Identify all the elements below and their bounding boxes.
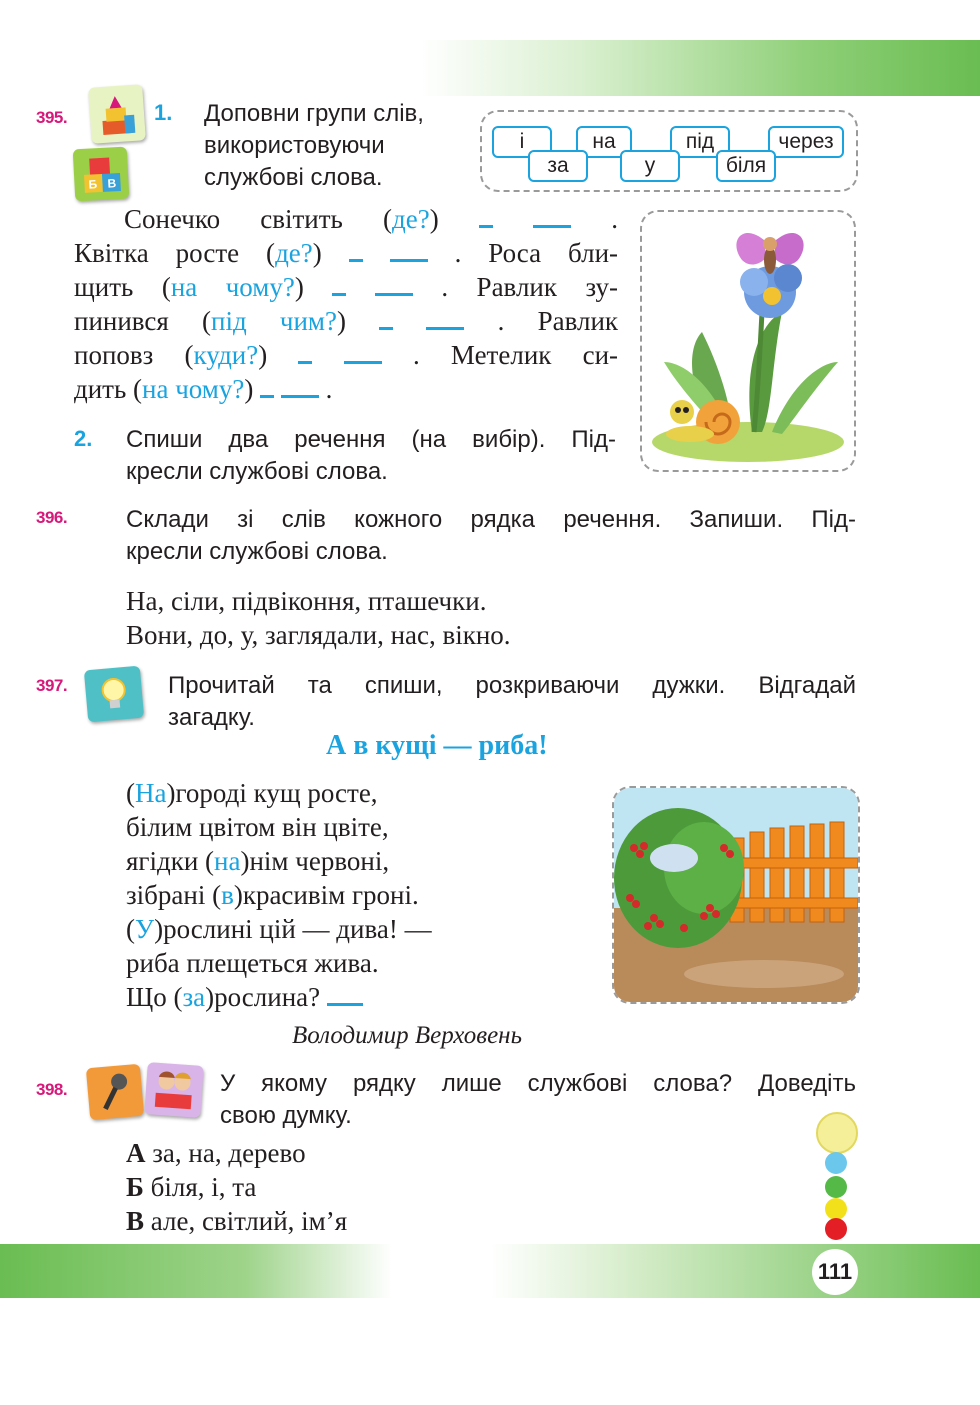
word-rows-396 [126,584,846,652]
svg-text:Б: Б [88,177,98,192]
poem-line: риба плещеться жива. [126,948,379,978]
word-chip: на [576,126,632,158]
text-line: щить (на чому?) . Равлик зу- [74,272,619,302]
part-number-1: 1. [154,100,173,125]
poem-title: А в кущі — риба! [326,730,548,761]
option-c: В але, світлий, ім’я [126,1206,348,1236]
word-row: Вони, до, у, заглядали, нас, вікно. [126,620,511,650]
task-line: свою думку. [220,1102,352,1129]
task-line: загадку. [168,704,255,731]
task-395-part1 [204,98,474,194]
exercise-number-398: 398. [36,1080,68,1099]
text-line: дить (на чому?) . [74,374,333,404]
text-line: Сонечко світить (де?) . [124,204,619,234]
caterpillar-icon [812,1112,862,1242]
text-line: пинився (під чим?) . Равлик [74,306,619,336]
microphone-icon [86,1064,144,1121]
task-line: використовуючи [204,132,385,159]
task-line: кресли службові слова. [126,458,388,485]
poem-397 [126,776,606,1014]
word-chip: у [620,150,680,182]
poem-line: зібрані (в)красивім гроні. [126,880,419,910]
word-chip: і [492,126,552,158]
text-line: Квітка росте (де?) . Роса бли- [74,238,619,268]
children-reading-icon [144,1062,203,1118]
task-line: службові слова. [204,164,383,191]
task-line: Доповни групи слів, [204,100,424,127]
exercise-number-397: 397. [36,676,68,695]
task-396 [126,504,856,568]
word-chip: через [768,126,844,158]
word-row: На, сіли, підвіконня, пташечки. [126,586,487,616]
caterpillar-segment-yellow [825,1198,847,1220]
task-395-part2 [126,424,616,488]
poem-line: ягідки (на)нім червоні, [126,846,390,876]
poem-line: білим цвітом він цвіте, [126,812,389,842]
exercise-number-395: 395. [36,108,68,127]
poem-line: (На)городі кущ росте, [126,778,378,808]
word-bank [480,110,858,192]
task-398 [220,1068,856,1132]
task-line: Склади зі слів кожного рядка речення. Запиши. Під- [126,506,856,533]
caterpillar-segment-blue [825,1152,847,1174]
exercise-number-396: 396. [36,508,68,527]
caterpillar-head [816,1112,858,1154]
task-397 [168,670,856,734]
caterpillar-segment-green [825,1176,847,1198]
options-398 [126,1136,626,1238]
lightbulb-icon [84,666,144,723]
text-line: поповз (куди?) . Метелик си- [74,340,619,370]
word-chip: під [670,126,730,158]
text-395 [74,202,618,406]
svg-text:В: В [107,176,117,191]
blocks-icon [88,84,146,144]
caterpillar-segment-red [825,1218,847,1240]
top-green-band [420,40,980,96]
poem-line: Що (за)рослина? [126,980,606,1014]
task-line: Прочитай та спиши, розкриваючи дужки. Відгадай [168,672,856,699]
alphabet-cube-icon [73,147,130,202]
poem-line: (У)рослині цій — дива! — [126,914,432,944]
viburnum-fence-illustration [612,786,860,1004]
task-line: кресли службові слова. [126,538,388,565]
word-chip: біля [716,150,776,182]
flower-snail-illustration [640,210,856,472]
word-chip: за [528,150,588,182]
task-line: У якому рядку лише службові слова? Доведіть [220,1070,856,1097]
part-number-2: 2. [74,426,93,451]
page-number: 111 [812,1249,858,1295]
option-a: А за, на, дерево [126,1138,306,1168]
option-b: Б біля, і, та [126,1172,257,1202]
poem-author: Володимир Верховень [292,1022,522,1049]
task-line: Спиши два речення (на вибір). Під- [126,426,616,453]
